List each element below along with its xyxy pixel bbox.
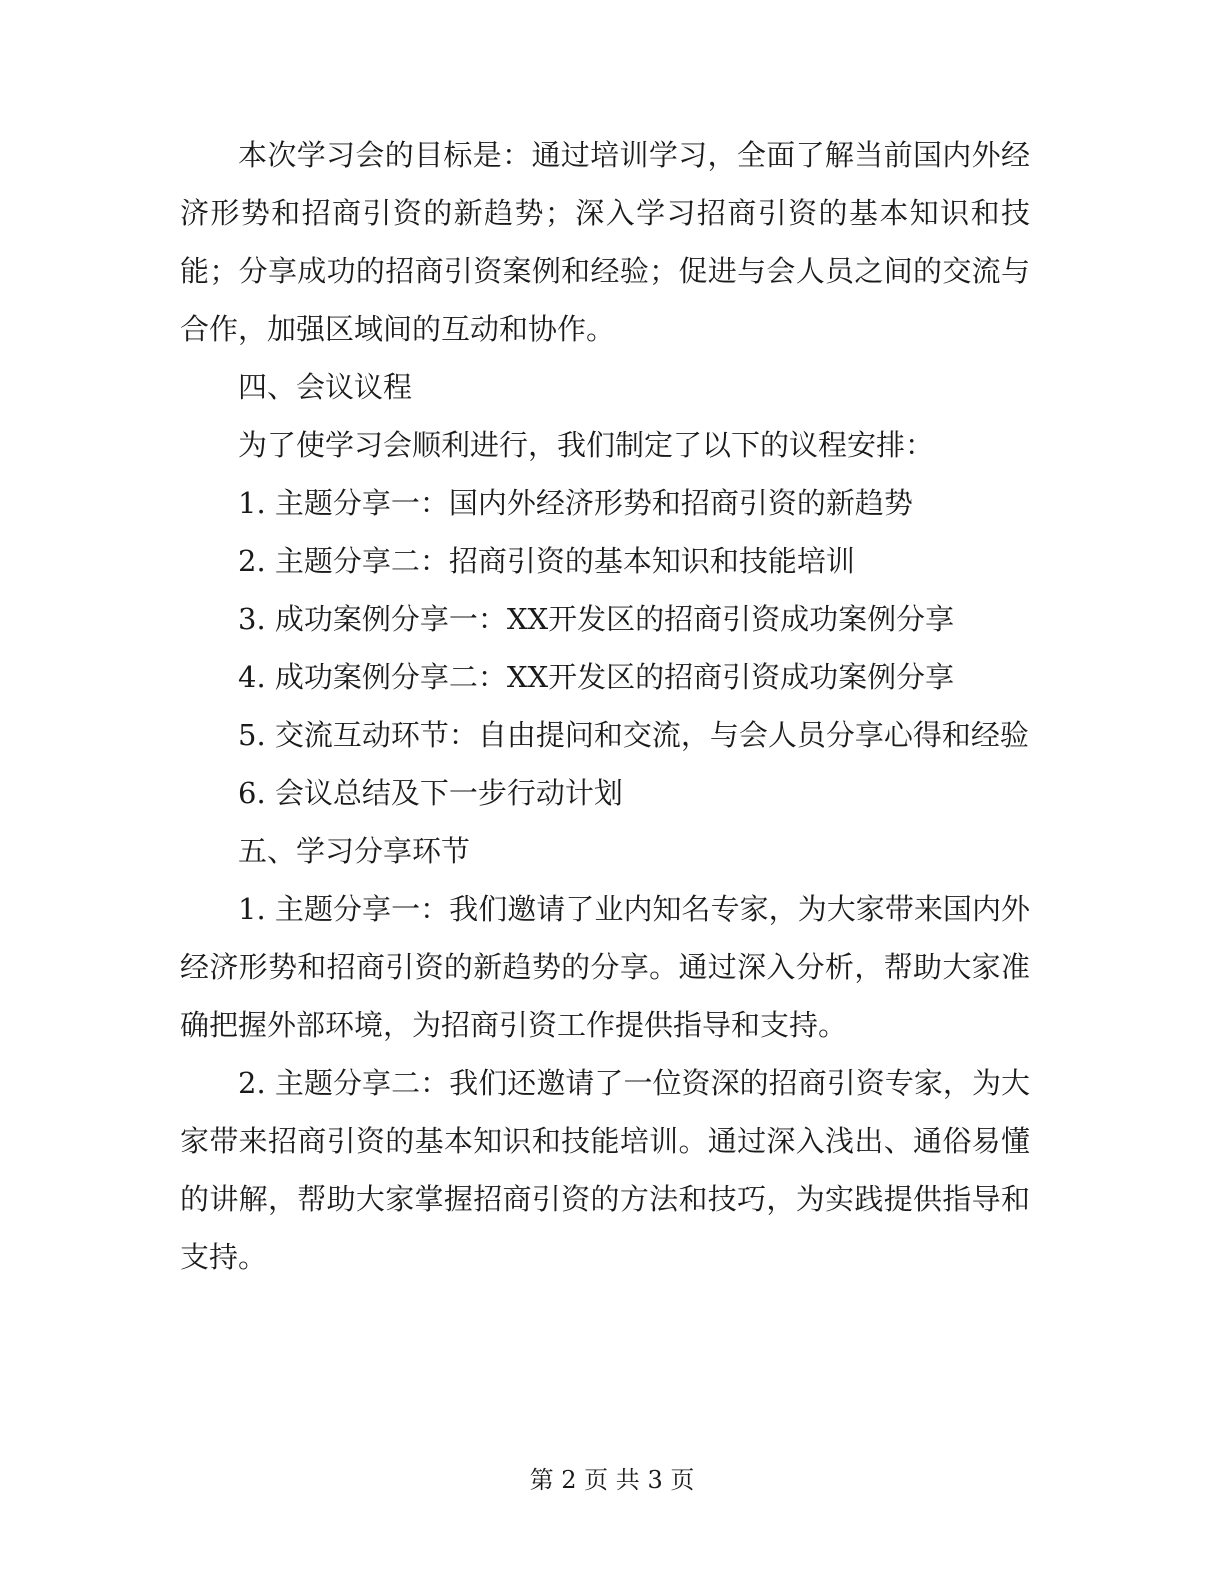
agenda-item-4: 4. 成功案例分享二：XX开发区的招商引资成功案例分享 <box>238 660 955 694</box>
document-body <box>180 126 1030 1286</box>
page-footer: 第 2 页 共 3 页 <box>529 1466 695 1494</box>
sharing-item-2: 2. 主题分享二：我们还邀请了一位资深的招商引资专家，为大家带来招商引资的基本知识和技能培训。通过深入浅出、通俗易懂的讲解，帮助大家掌握招商引资的方法和技巧，为实践提供指导和支持。 <box>180 1066 1030 1274</box>
paragraph-goal: 本次学习会的目标是：通过培训学习，全面了解当前国内外经济形势和招商引资的新趋势；深入学习招商引资的基本知识和技能；分享成功的招商引资案例和经验；促进与会人员之间的交流与合作，加强区域间的互动和协作。 <box>180 138 1030 346</box>
agenda-item-3: 3. 成功案例分享一：XX开发区的招商引资成功案例分享 <box>238 602 955 636</box>
paragraph-agenda-intro: 为了使学习会顺利进行，我们制定了以下的议程安排： <box>238 428 935 462</box>
agenda-item-6: 6. 会议总结及下一步行动计划 <box>238 776 623 810</box>
heading-agenda: 四、会议议程 <box>238 370 413 404</box>
heading-sharing: 五、学习分享环节 <box>238 834 471 868</box>
sharing-item-1: 1. 主题分享一：我们邀请了业内知名专家，为大家带来国内外经济形势和招商引资的新趋势的分享。通过深入分析，帮助大家准确把握外部环境，为招商引资工作提供指导和支持。 <box>180 892 1030 1042</box>
agenda-item-5: 5. 交流互动环节：自由提问和交流，与会人员分享心得和经验 <box>238 718 1029 752</box>
agenda-item-2: 2. 主题分享二：招商引资的基本知识和技能培训 <box>238 544 855 578</box>
agenda-item-1: 1. 主题分享一：国内外经济形势和招商引资的新趋势 <box>238 486 913 520</box>
